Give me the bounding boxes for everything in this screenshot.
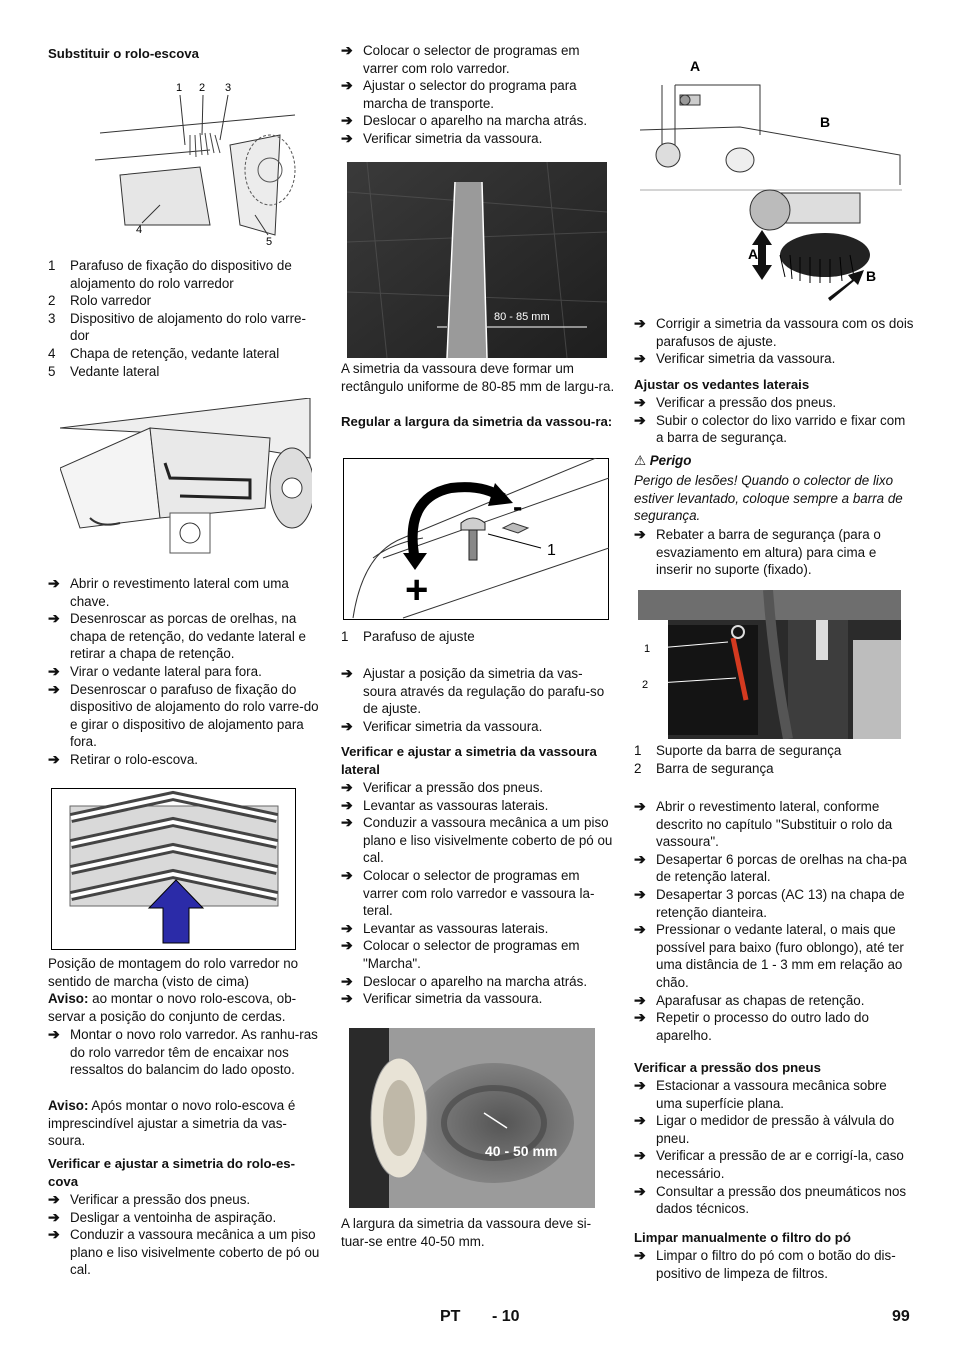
step-item: ➔ Subir o colector do lixo varrido e fixar com a barra de segurança. <box>634 411 906 446</box>
step-item: ➔ Verificar a pressão dos pneus. <box>48 1191 251 1207</box>
aviso-1: Aviso: ao montar o novo rolo-escova, ob-servar a posição do conjunto de cerdas. <box>48 991 297 1024</box>
footer-language: PT <box>440 1308 461 1325</box>
legend-item: 2 Rolo varredor <box>48 293 152 309</box>
danger-text: Perigo de lesões! Quando o colector de lixo estiver levantado, coloque sempre a barra de segurança. <box>634 473 903 524</box>
step-item: ➔ Conduzir a vassoura mecânica a um piso plano e liso visivelmente coberto de pó ou cal. <box>48 1226 320 1278</box>
fig-plus-sign: + <box>405 568 429 612</box>
fig-label-b-bottom: B <box>866 268 877 284</box>
step-item: ➔ Desenroscar as porcas de orelhas, na chapa de retenção, do vedante lateral e retirar a chapa de retenção. <box>48 610 306 662</box>
text-simetria-80-85: A simetria da vassoura deve formar um rectângulo uniforme de 80-85 mm de largu-ra. <box>341 361 615 394</box>
step-item: ➔ Desapertar 3 porcas (AC 13) na chapa de retenção dianteira. <box>634 885 905 920</box>
photo-side-brush-pattern <box>349 1028 595 1208</box>
fig1-label-2: 2 <box>199 82 206 94</box>
photo-label-1: 1 <box>644 643 651 655</box>
step-item: ➔ Estacionar a vassoura mecânica sobre uma superfície plana. <box>634 1077 887 1111</box>
step-item: ➔ Desapertar 6 porcas de orelhas na cha-pa de retenção lateral. <box>634 850 907 885</box>
legend-item: 1 Suporte da barra de segurança <box>634 743 842 758</box>
photo1-measure-label: 80 - 85 mm <box>494 311 550 323</box>
fig-label-a-top: A <box>690 58 701 74</box>
step-item: ➔ Pressionar o vedante lateral, o mais que possível para baixo (furo oblongo), até ter uma distância de 1 - 3 mm em relação ao chão. <box>634 921 904 990</box>
photo-safety-bar <box>638 590 901 739</box>
fig1-label-1: 1 <box>176 82 183 94</box>
figure-side-panel <box>60 398 312 570</box>
heading-simetria-rolo: Verificar e ajustar a simetria do rolo-es-cova <box>48 1156 296 1189</box>
step-item: ➔ Colocar o selector de programas em varrer com rolo varredor e vassoura la-teral. <box>341 866 595 919</box>
step-item: ➔ Repetir o processo do outro lado do aparelho. <box>634 1009 869 1043</box>
steps-list-9 <box>634 1077 914 1218</box>
step-item: ➔ Verificar a pressão de ar e corrigí-la, caso necessário. <box>634 1147 904 1181</box>
figure-side-brush-adjustment <box>640 55 902 301</box>
legend-item: 2 Barra de segurança <box>634 760 774 776</box>
legend-item: 1 Parafuso de fixação do dispositivo de alojamento do rolo varredor <box>48 258 292 291</box>
step-item: ➔ Conduzir a vassoura mecânica a um piso plano e liso visivelmente coberto de pó ou cal. <box>341 814 613 866</box>
step-mount: ➔ Montar o novo rolo varredor. As ranhu-ras do rolo varredor têm de encaixar nos ressaltos do balancim do lado oposto. <box>48 1026 318 1078</box>
step-item: ➔ Deslocar o aparelho na marcha atrás. <box>341 112 588 129</box>
fig-minus-sign: - <box>513 491 523 522</box>
fig-label-1: 1 <box>547 542 556 559</box>
steps-list-8 <box>634 798 914 1044</box>
step-item: ➔ Retirar o rolo-escova. <box>48 750 199 767</box>
step-item: ➔ Verificar a pressão dos pneus. <box>341 779 544 795</box>
aviso-2: Aviso: Após montar o novo rolo-escova é imprescindível ajustar a simetria da vas-soura. <box>48 1098 296 1149</box>
heading-simetria-lateral: Verificar e ajustar a simetria da vassoura lateral <box>341 744 597 777</box>
caption-mount-position: Posição de montagem do rolo varredor no sentido de marcha (visto de cima) <box>48 956 299 989</box>
step-item: ➔ Colocar o selector de programas em varrer com rolo varredor. <box>341 42 580 76</box>
legend-list-2 <box>634 742 914 777</box>
step-item: ➔ Colocar o selector de programas em "Marcha". <box>341 937 580 971</box>
step-item: ➔ Ajustar a posição da simetria da vas-soura através da regulação do parafu-so de ajuste. <box>341 665 605 717</box>
figure-adjust-screw <box>343 458 609 620</box>
step-item: ➔ Ajustar o selector do programa para marcha de transporte. <box>341 77 577 111</box>
step-item: ➔ Verificar simetria da vassoura. <box>341 129 543 146</box>
step-item: ➔ Abrir o revestimento lateral com uma chave. <box>48 575 289 609</box>
step-item: ➔ Verificar simetria da vassoura. <box>634 350 836 367</box>
step-item: ➔ Deslocar o aparelho na marcha atrás. <box>341 972 588 989</box>
legend-item: 3 Dispositivo de alojamento do rolo varre-dor <box>48 310 306 344</box>
footer-section-page: - 10 <box>492 1308 520 1325</box>
legend-list-1 <box>48 257 323 380</box>
figure-brush-roller <box>80 75 300 250</box>
steps-list-7 <box>634 394 914 447</box>
danger-heading: ⚠ Perigo <box>634 453 692 468</box>
heading-ajustar-vedantes: Ajustar os vedantes laterais <box>634 377 810 392</box>
warning-icon: ⚠ <box>634 453 647 468</box>
text-simetria-40-50: A largura da simetria da vassoura deve si-tuar-se entre 40-50 mm. <box>341 1216 592 1249</box>
footer-page-number: 99 <box>892 1308 910 1325</box>
fig-label-b-top: B <box>820 114 831 130</box>
legend-item: 5 Vedante lateral <box>48 363 160 379</box>
legend-item: 4 Chapa de retenção, vedante lateral <box>48 345 280 361</box>
steps-list-10 <box>634 1247 914 1282</box>
photo2-measure-label: 40 - 50 mm <box>485 1143 558 1159</box>
fig1-label-3: 3 <box>225 82 232 94</box>
heading-regular-largura: Regular a largura da simetria da vassou-ra: <box>341 414 613 429</box>
fig1-label-5: 5 <box>266 236 273 248</box>
steps-list-5 <box>341 779 616 1008</box>
figure-mount-direction <box>51 788 296 950</box>
step-item: ➔ Verificar a pressão dos pneus. <box>634 394 837 410</box>
fig1-label-4: 4 <box>136 224 143 236</box>
heading-pressao-pneus: Verificar a pressão dos pneus <box>634 1060 821 1075</box>
step-safety-bar: ➔ Rebater a barra de segurança (para o esvaziamento em altura) para cima e inserir no suporte (fixado). <box>634 526 881 578</box>
step-item: ➔ Desligar a ventoinha de aspiração. <box>48 1208 277 1225</box>
step-item: ➔ Levantar as vassouras laterais. <box>341 919 549 936</box>
photo-brush-pattern-rectangle <box>347 162 607 358</box>
step-item: ➔ Ligar o medidor de pressão à válvula do pneu. <box>634 1112 895 1146</box>
heading-limpar-filtro: Limpar manualmente o filtro do pó <box>634 1230 851 1245</box>
step-item: ➔ Corrigir a simetria da vassoura com os dois parafusos de ajuste. <box>634 315 914 349</box>
step-item: ➔ Aparafusar as chapas de retenção. <box>634 991 865 1008</box>
photo-label-2: 2 <box>642 679 649 691</box>
steps-list-4 <box>341 665 616 735</box>
step-item: ➔ Abrir o revestimento lateral, conforme descrito no capítulo "Substituir o rolo da vassoura". <box>634 798 893 850</box>
step-item: ➔ Levantar as vassouras laterais. <box>341 796 549 813</box>
heading-substituir-rolo: Substituir o rolo-escova <box>48 46 199 61</box>
step-item: ➔ Consultar a pressão dos pneumáticos nos dados técnicos. <box>634 1182 907 1217</box>
steps-list-6 <box>634 315 914 368</box>
step-item: ➔ Desenroscar o parafuso de fixação do dispositivo de alojamento do rolo varre-do e girar o dispositivo de alojamento para fora. <box>48 680 319 750</box>
legend-adjust-screw: 1 Parafuso de ajuste <box>341 629 475 644</box>
step-item: ➔ Verificar simetria da vassoura. <box>341 717 543 734</box>
steps-list-3 <box>341 42 616 148</box>
fig-label-a-bottom: A <box>748 246 759 262</box>
step-item: ➔ Limpar o filtro do pó com o botão do dis-positivo de limpeza de filtros. <box>634 1247 896 1281</box>
steps-list-1 <box>48 575 323 769</box>
step-item: ➔ Virar o vedante lateral para fora. <box>48 662 262 679</box>
steps-list-2 <box>48 1191 323 1279</box>
step-item: ➔ Verificar simetria da vassoura. <box>341 990 543 1007</box>
